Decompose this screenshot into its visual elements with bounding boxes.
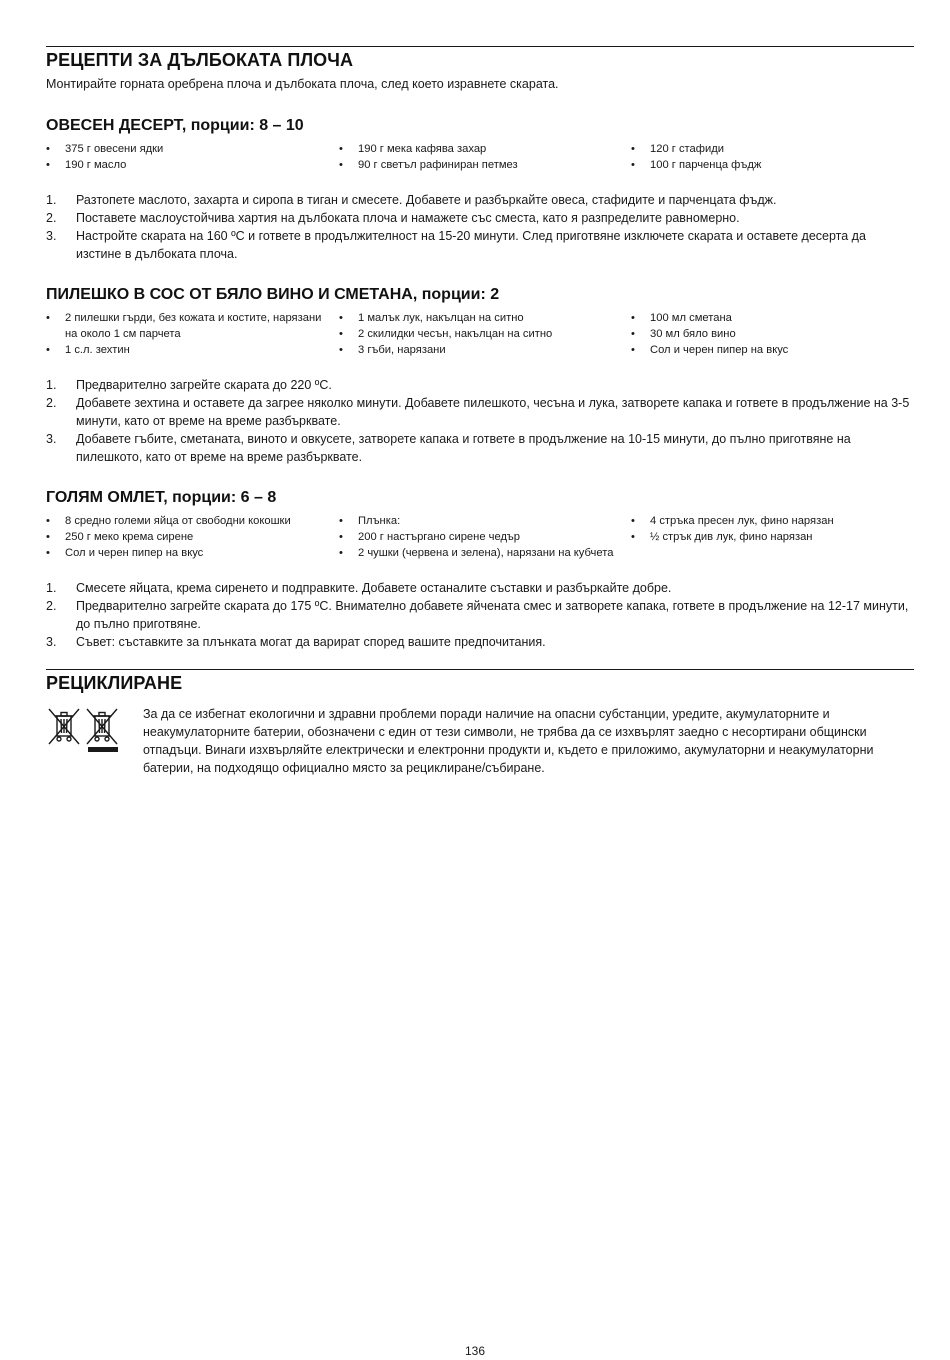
step-item	[46, 227, 914, 263]
ingredient-column	[46, 310, 329, 358]
bullet: •	[46, 344, 50, 356]
step-number: 1.	[46, 581, 57, 595]
ingredient-item	[46, 342, 329, 358]
bullet: •	[46, 531, 50, 543]
ingredient-item	[339, 141, 624, 157]
step-item	[46, 633, 914, 651]
ingredient-text: 90 г светъл рафиниран петмез	[358, 159, 518, 171]
step-item	[46, 394, 914, 430]
ingredient-item	[339, 545, 624, 561]
ingredient-item	[339, 513, 624, 529]
step-number: 1.	[46, 378, 57, 392]
ingredient-list	[46, 513, 914, 563]
step-item	[46, 376, 914, 394]
bullet: •	[339, 344, 343, 356]
ingredient-column	[339, 141, 624, 173]
ingredient-text: 375 г овесени ядки	[65, 143, 164, 155]
bullet: •	[339, 547, 343, 559]
ingredient-item	[339, 326, 624, 342]
bullet: •	[631, 143, 635, 155]
ingredient-item	[339, 157, 624, 173]
step-text: Добавете зехтина и оставете да загрее няколко минути. Добавете пилешкото, чесъна и лука, затворете капака и гответе в продължение на 3-5 минути, като от време на време разбърквате.	[76, 396, 910, 428]
recycling-title: РЕЦИКЛИРАНЕ	[46, 673, 183, 693]
intro-text: Монтирайте горната оребрена плоча и дълбоката плоча, след което изравнете скарата.	[46, 77, 559, 91]
bullet: •	[46, 159, 50, 171]
ingredient-text: 2 скилидки чесън, накълцан на ситно	[358, 328, 553, 340]
ingredient-item	[339, 529, 624, 545]
recipe-title: ОВЕСЕН ДЕСЕРТ, порции: 8 – 10	[46, 117, 304, 134]
ingredient-column	[631, 141, 914, 173]
ingredient-text: 4 стръка пресен лук, фино нарязан	[650, 515, 834, 527]
ingredient-column	[631, 310, 914, 358]
recycling-text: За да се избегнат екологични и здравни проблеми поради наличие на опасни субстанции, уредите, акумулаторните и неакумулаторните батерии, обозначени с един от тези символи, не трябва да се изхвърлят заедно с несортирани общински отпадъци. Винаги изхвърляйте електрически и електронни продукти и, където е приложимо, акумулаторни и неакумулаторни батерии, на подходящо официално място за рециклиране/събиране.	[143, 707, 874, 775]
step-item	[46, 579, 914, 597]
ingredient-item	[631, 529, 914, 545]
ingredient-item	[46, 310, 329, 342]
bullet: •	[631, 159, 635, 171]
ingredient-text: 190 г мека кафява захар	[358, 143, 487, 155]
ingredient-item	[46, 545, 331, 561]
bullet: •	[631, 344, 635, 356]
ingredient-text: 1 малък лук, накълцан на ситно	[358, 312, 524, 324]
step-text: Разтопете маслото, захарта и сиропа в тиган и смесете. Добавете и разбъркайте овеса, стафидите и парченцата фъдж.	[76, 193, 777, 207]
top-rule	[46, 46, 914, 47]
step-text: Предварително загрейте скарата до 175 ºC. Внимателно добавете яйчената смес и затворете капака, гответе в продължение на 12-17 минути, до пълно приготвяне.	[76, 599, 909, 631]
ingredient-text: Плънка:	[358, 515, 401, 527]
ingredient-text: 8 средно големи яйца от свободни кокошки	[65, 515, 291, 527]
ingredient-item	[46, 141, 331, 157]
ingredient-text: ½ стрък див лук, фино нарязан	[650, 531, 813, 543]
step-text: Добавете гъбите, сметаната, виното и овкусете, затворете капака и гответе в продължение на 10-15 минути, до пълно приготвяне на пилешкото, като от време на време разбърквате.	[76, 432, 851, 464]
recipe-title: ГОЛЯМ ОМЛЕТ, порции: 6 – 8	[46, 489, 277, 506]
bullet: •	[339, 143, 343, 155]
bullet: •	[46, 547, 50, 559]
bullet: •	[631, 312, 635, 324]
step-item	[46, 597, 914, 633]
ingredient-item	[339, 342, 624, 358]
step-number: 2.	[46, 396, 57, 410]
recycling-rule	[46, 669, 914, 670]
bullet: •	[46, 312, 50, 324]
ingredient-text: Сол и черен пипер на вкус	[65, 547, 204, 559]
recipe-title: ПИЛЕШКО В СОС ОТ БЯЛО ВИНО И СМЕТАНА, порции: 2	[46, 286, 500, 303]
step-list	[46, 191, 914, 263]
step-text: Поставете маслоустойчива хартия на дълбоката плоча и намажете със сместа, като я разпределите равномерно.	[76, 211, 740, 225]
ingredient-item	[46, 157, 331, 173]
ingredient-item	[631, 342, 914, 358]
ingredient-text: 1 с.л. зехтин	[65, 344, 130, 356]
step-number: 2.	[46, 211, 57, 225]
ingredient-text: 100 мл сметана	[650, 312, 732, 324]
ingredient-text: 2 пилешки гърди, без кожата и костите, нарязани на около 1 см парчета	[65, 312, 322, 340]
step-text: Предварително загрейте скарата до 220 ºC.	[76, 378, 332, 392]
step-list	[46, 579, 914, 651]
bullet: •	[339, 328, 343, 340]
ingredient-text: 100 г парченца фъдж	[650, 159, 762, 171]
ingredient-column	[46, 513, 331, 561]
step-number: 3.	[46, 635, 57, 649]
ingredient-column	[631, 513, 914, 545]
step-item	[46, 209, 914, 227]
ingredient-text: 30 мл бяло вино	[650, 328, 736, 340]
step-text: Смесете яйцата, крема сиренето и подправките. Добавете останалите съставки и разбъркайте добре.	[76, 581, 672, 595]
page-number: 136	[464, 1344, 486, 1358]
crossed-bin-bar-icon	[84, 706, 120, 759]
bullet: •	[631, 531, 635, 543]
ingredient-item	[631, 157, 914, 173]
bullet: •	[339, 312, 343, 324]
ingredient-text: 250 г меко крема сирене	[65, 531, 194, 543]
ingredient-text: Сол и черен пипер на вкус	[650, 344, 789, 356]
step-item	[46, 430, 914, 466]
ingredient-item	[46, 513, 331, 529]
ingredient-text: 2 чушки (червена и зелена), нарязани на кубчета	[358, 547, 614, 559]
step-text: Съвет: съставките за плънката могат да варират според вашите предпочитания.	[76, 635, 546, 649]
ingredient-item	[631, 141, 914, 157]
ingredient-list	[46, 141, 914, 175]
section-title: РЕЦЕПТИ ЗА ДЪЛБОКАТА ПЛОЧА	[46, 50, 354, 70]
step-number: 2.	[46, 599, 57, 613]
bullet: •	[631, 515, 635, 527]
ingredient-column	[46, 141, 331, 173]
step-text: Настройте скарата на 160 ºC и гответе в продължителност на 15-20 минути. След приготвяне изключете скарата и оставете десерта да изстине в дълбоката плоча.	[76, 229, 866, 261]
ingredient-item	[631, 326, 914, 342]
step-item	[46, 191, 914, 209]
bullet: •	[631, 328, 635, 340]
ingredient-item	[46, 529, 331, 545]
bullet: •	[339, 515, 343, 527]
ingredient-item	[631, 513, 914, 529]
bullet: •	[46, 515, 50, 527]
bullet: •	[46, 143, 50, 155]
step-number: 3.	[46, 229, 57, 243]
step-list	[46, 376, 914, 466]
ingredient-column	[339, 513, 624, 561]
ingredient-text: 200 г настъргано сирене чедър	[358, 531, 520, 543]
ingredient-item	[631, 310, 914, 326]
ingredient-column	[339, 310, 624, 358]
ingredient-text: 190 г масло	[65, 159, 127, 171]
ingredient-list	[46, 310, 914, 360]
ingredient-item	[339, 310, 624, 326]
crossed-bin-icon	[46, 706, 82, 751]
ingredient-text: 3 гъби, нарязани	[358, 344, 446, 356]
bullet: •	[339, 159, 343, 171]
step-number: 1.	[46, 193, 57, 207]
bullet: •	[339, 531, 343, 543]
step-number: 3.	[46, 432, 57, 446]
ingredient-text: 120 г стафиди	[650, 143, 725, 155]
